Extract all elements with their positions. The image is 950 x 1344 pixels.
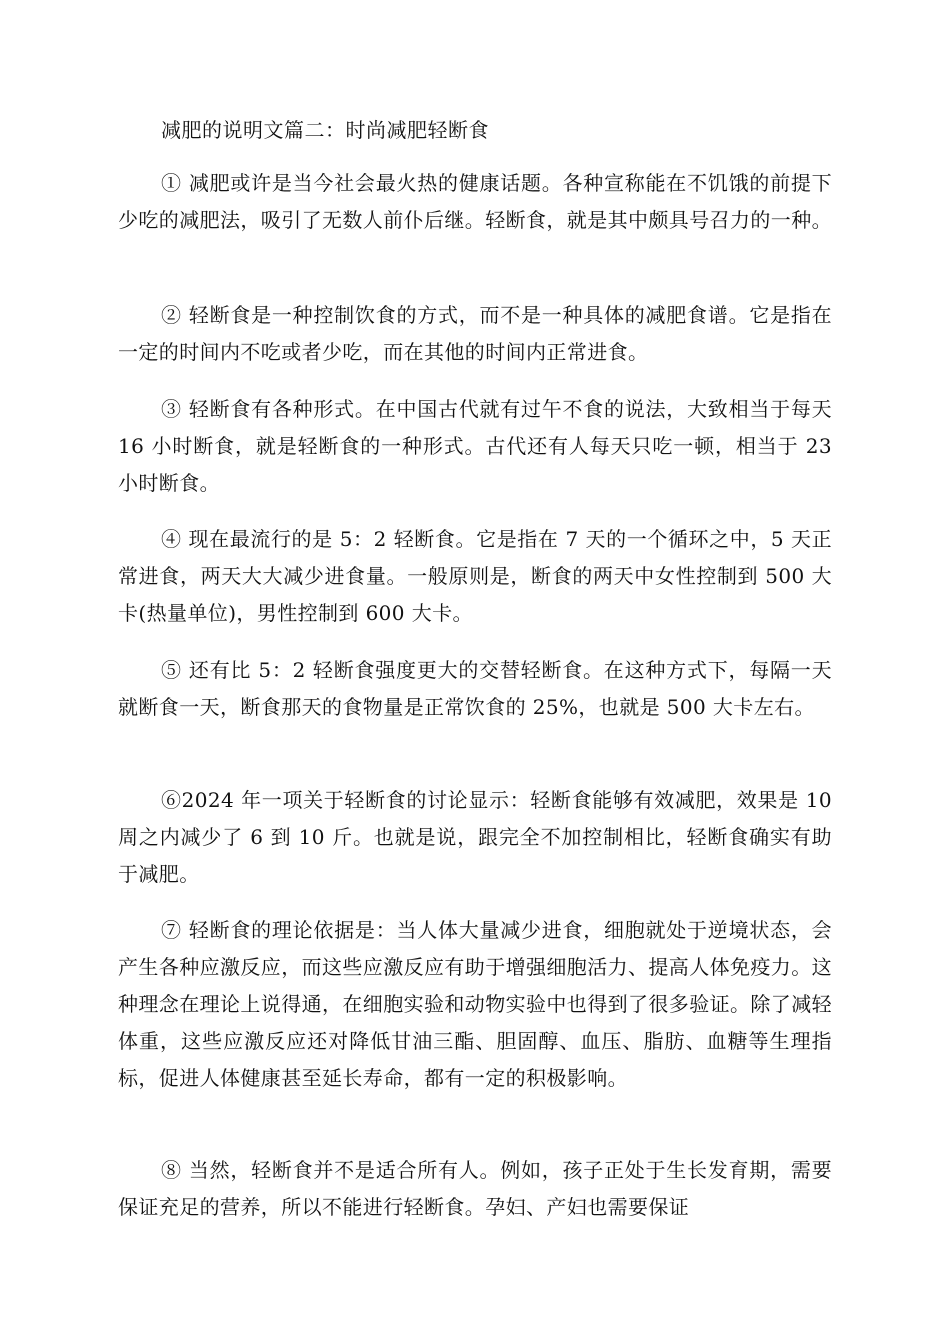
paragraph-5: ⑤ 还有比 5：2 轻断食强度更大的交替轻断食。在这种方式下，每隔一天就断食一天，断食那天的食物量是正常饮食的 25%，也就是 500 大卡左右。: [118, 658, 832, 719]
paragraph-6: ⑥2024 年一项关于轻断食的讨论显示：轻断食能够有效减肥，效果是 10 周之内减少了 6 到 10 斤。也就是说，跟完全不加控制相比，轻断食确实有助于减肥。: [118, 788, 832, 886]
paragraph-8: ⑧ 当然，轻断食并不是适合所有人。例如，孩子正处于生长发育期，需要保证充足的营养，所以不能进行轻断食。孕妇、产妇也需要保证: [118, 1158, 832, 1219]
paragraph-7: ⑦ 轻断食的理论依据是：当人体大量减少进食，细胞就处于逆境状态，会产生各种应激反应，而这些应激反应有助于增强细胞活力、提高人体免疫力。这种理念在理论上说得通，在细胞实验和动物实验中也得到了很多验证。除了减轻体重，这些应激反应还对降低甘油三酯、胆固醇、血压、脂肪、血糖等生理指标，促进人体健康甚至延长寿命，都有一定的积极影响。: [118, 918, 832, 1090]
paragraph-2: ② 轻断食是一种控制饮食的方式，而不是一种具体的减肥食谱。它是指在一定的时间内不吃或者少吃，而在其他的时间内正常进食。: [118, 303, 832, 364]
paragraph-4: ④ 现在最流行的是 5：2 轻断食。它是指在 7 天的一个循环之中，5 天正常进食，两天大大减少进食量。一般原则是，断食的两天中女性控制到 500 大卡(热量单位)，男性控制到 600 大卡。: [118, 527, 832, 625]
document-title: 减肥的说明文篇二：时尚减肥轻断食: [161, 118, 489, 142]
paragraph-1: ① 减肥或许是当今社会最火热的健康话题。各种宣称能在不饥饿的前提下少吃的减肥法，吸引了无数人前仆后继。轻断食，就是其中颇具号召力的一种。: [118, 171, 832, 232]
paragraph-3: ③ 轻断食有各种形式。在中国古代就有过午不食的说法，大致相当于每天 16 小时断食，就是轻断食的一种形式。古代还有人每天只吃一顿，相当于 23 小时断食。: [118, 397, 832, 495]
